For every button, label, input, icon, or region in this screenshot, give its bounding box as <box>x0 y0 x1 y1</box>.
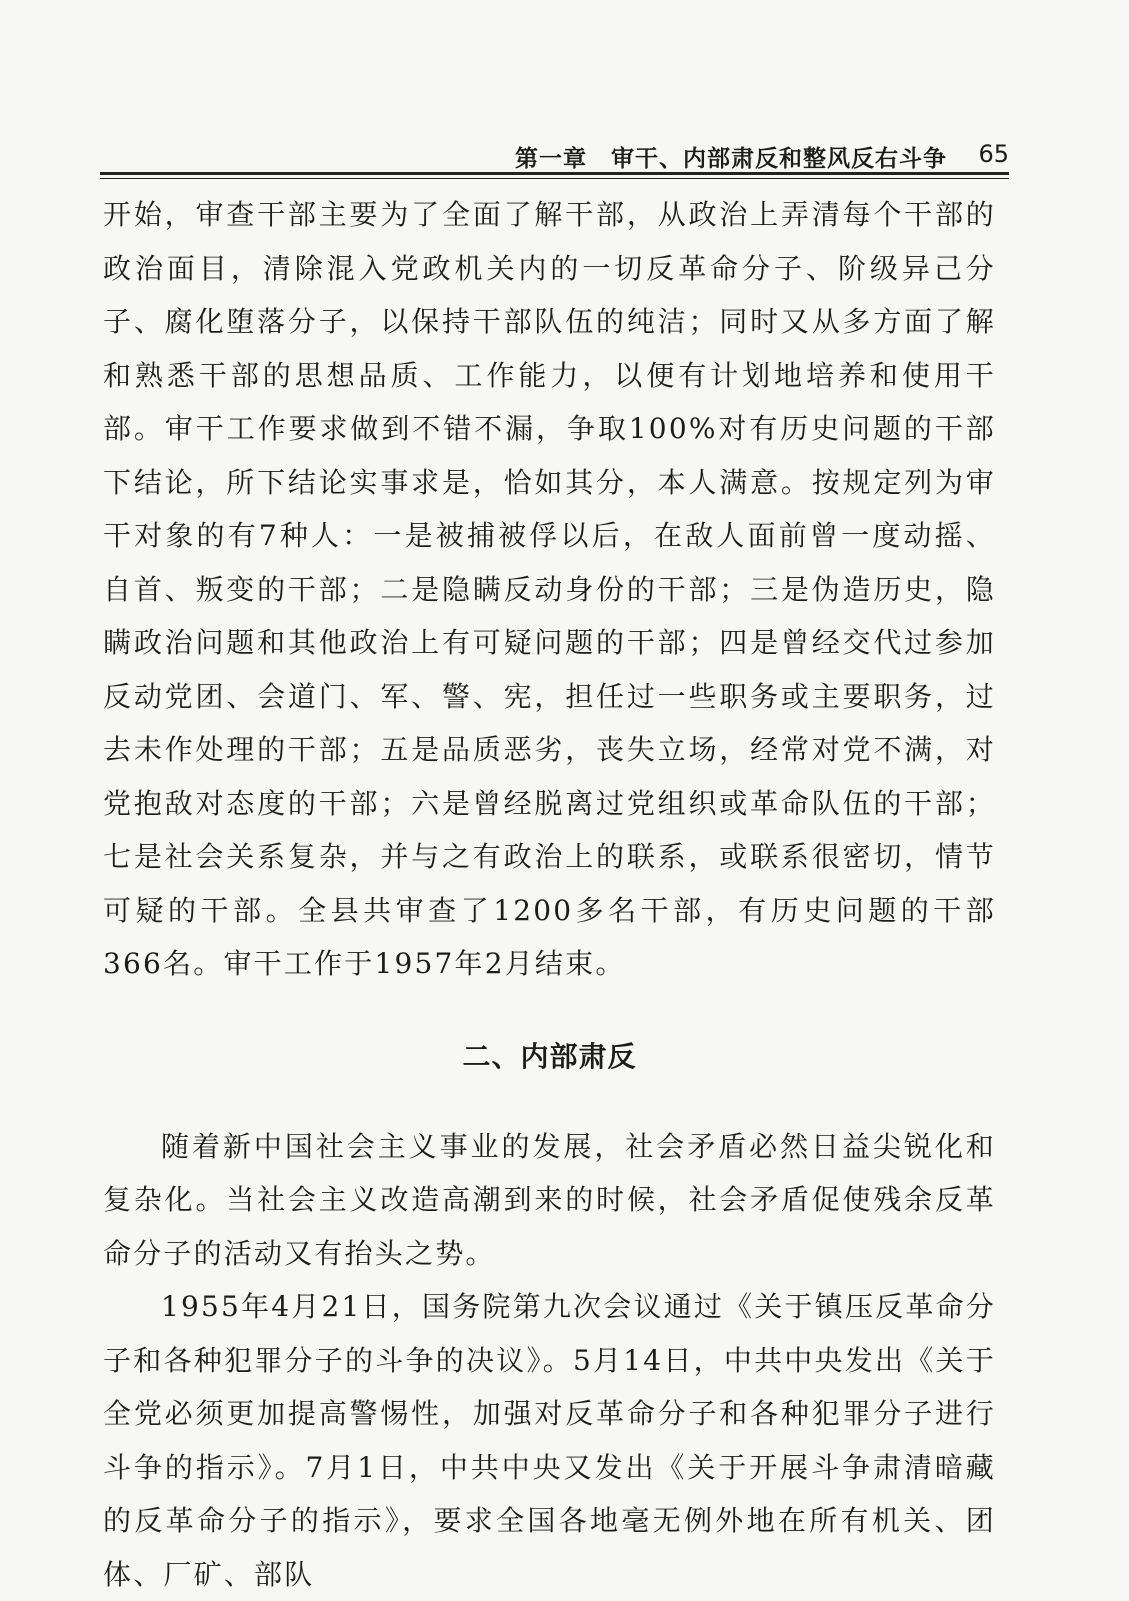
chapter-title: 第一章 审干、内部肃反和整风反右斗争 <box>515 145 947 172</box>
paragraph-cadre-review: 开始，审查干部主要为了全面了解干部，从政治上弄清每个干部的政治面目，清除混入党政机关内的一切反革命分子、阶级异己分子、腐化堕落分子，以保持干部队伍的纯洁；同时又从多方面了解和熟悉干部的思想品质、工作能力，以便有计划地培养和使用干部。审干工作要求做到不错不漏，争取100%对有历史问题的干部下结论，所下结论实事求是，恰如其分，本人满意。按规定列为审干对象的有7种人：一是被捕被俘以后，在敌人面前曾一度动摇、自首、叛变的干部；二是隐瞒反动身份的干部；三是伪造历史，隐瞒政治问题和其他政治上有可疑问题的干部；四是曾经交代过参加反动党团、会道门、军、警、宪，担任过一些职务或主要职务，过去未作处理的干部；五是品质恶劣，丧失立场，经常对党不满，对党抱敌对态度的干部；六是曾经脱离过党组织或革命队伍的干部；七是社会关系复杂，并与之有政治上的联系，或联系很密切，情节可疑的干部。全县共审查了1200多名干部，有历史问题的干部366名。审干工作于1957年2月结束。 <box>103 198 996 980</box>
header-rule-thick <box>100 172 1009 175</box>
paragraph-1955-directives: 1955年4月21日，国务院第九次会议通过《关于镇压反革命分子和各种犯罪分子的斗争的决议》。5月14日，中共中央发出《关于全党必须更加提高警惕性，加强对反革命分子和各种犯罪分子进行斗争的指示》。7月1日，中共中央又发出《关于开展斗争肃清暗藏的反革命分子的指示》，要求全国各地毫无例外地在所有机关、团体、厂矿、部队 <box>103 1290 996 1591</box>
section-heading: 二、内部肃反 <box>462 1039 637 1073</box>
running-header <box>100 138 1009 178</box>
page-number: 65 <box>978 140 1009 168</box>
body-text <box>103 188 996 1601</box>
header-rule-thin <box>100 178 1009 179</box>
paragraph-social-contradictions: 随着新中国社会主义事业的发展，社会矛盾必然日益尖锐化和复杂化。当社会主义改造高潮到来的时候，社会矛盾促使残余反革命分子的活动又有抬头之势。 <box>103 1129 996 1270</box>
